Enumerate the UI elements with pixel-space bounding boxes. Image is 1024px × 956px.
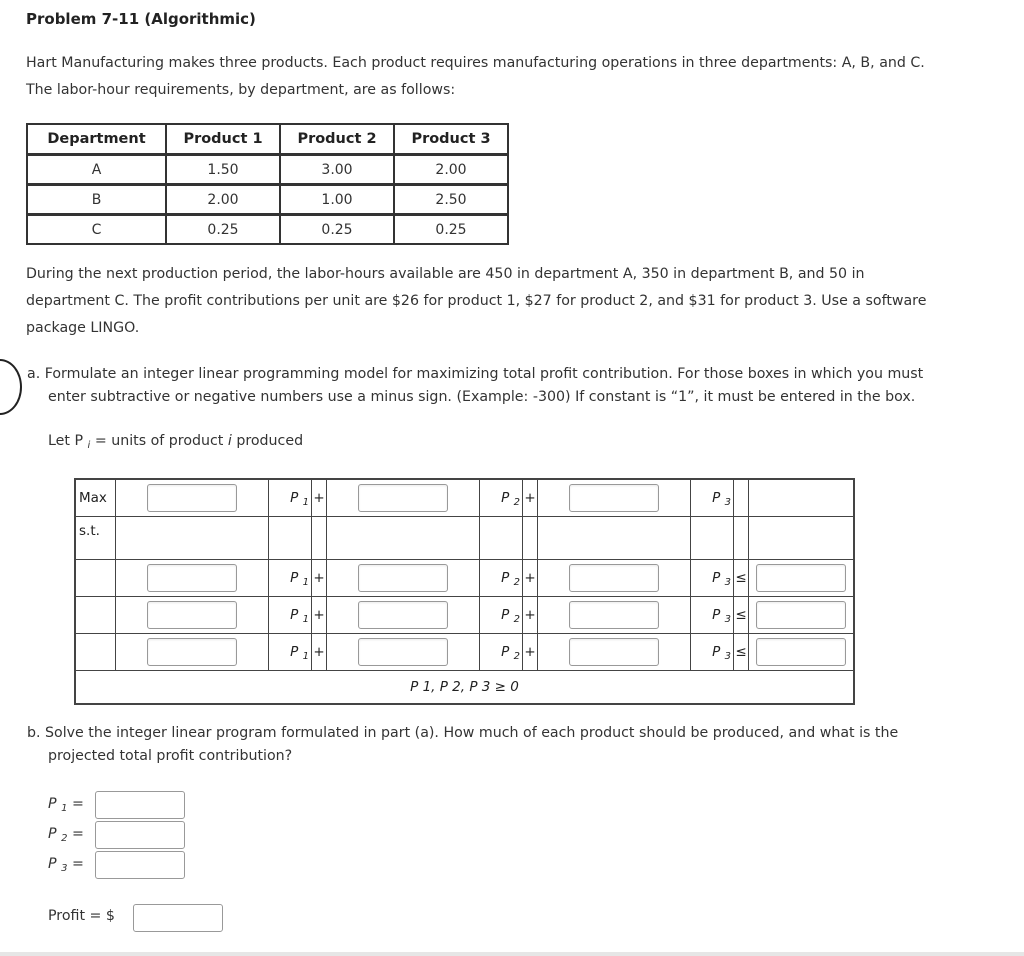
header-product-2: Product 2 [280, 124, 394, 155]
plus-sign: + [312, 479, 327, 517]
value-cell: 0.25 [280, 215, 394, 244]
ans-var: P [48, 826, 57, 842]
c1-coef-p2-input[interactable] [358, 564, 448, 592]
header-department: Department [27, 124, 166, 155]
empty-cell [691, 517, 734, 560]
var-letter: P [712, 644, 721, 660]
c1-rhs-input[interactable] [756, 564, 846, 592]
var-letter: P [501, 644, 510, 660]
obj-coef-p1-input[interactable] [147, 484, 237, 512]
var-letter: P [290, 607, 299, 623]
var-p2 [480, 479, 523, 517]
intro-line-1: Hart Manufacturing makes three products. Each product requires manufacturing operations in three departments: A, B, and C. [26, 55, 925, 71]
c1-coef-p3-input[interactable] [569, 564, 659, 592]
var-letter: P [712, 490, 721, 506]
var-p2 [480, 597, 523, 634]
plus-sign: + [523, 634, 538, 671]
let-text: Let P [48, 433, 88, 449]
var-p1 [269, 479, 312, 517]
obj-coef-p2-input[interactable] [358, 484, 448, 512]
constraint-row-2 [75, 597, 854, 634]
st-row [75, 517, 854, 560]
var-sub: 1 [302, 577, 309, 588]
answer-p1-input[interactable] [95, 791, 185, 819]
var-sub: 3 [724, 577, 731, 588]
plus-sign: + [312, 560, 327, 597]
leq-sign: ≤ [734, 597, 749, 634]
answer-p2-label [48, 826, 84, 842]
ans-eq: = [71, 826, 84, 842]
var-p3 [691, 597, 734, 634]
ans-eq: = [71, 856, 84, 872]
c2-rhs-input[interactable] [756, 601, 846, 629]
leq-sign: ≤ [734, 560, 749, 597]
empty-cell [523, 517, 538, 560]
var-sub: 1 [302, 497, 309, 508]
max-label: Max [75, 479, 116, 517]
ans-var: P [48, 856, 57, 872]
labor-requirements-table [26, 123, 509, 245]
empty-cell [480, 517, 523, 560]
var-letter: P [501, 607, 510, 623]
plus-sign: + [312, 597, 327, 634]
plus-sign: + [523, 479, 538, 517]
header-product-3: Product 3 [394, 124, 508, 155]
empty-cell [75, 634, 116, 671]
profit-label: Profit = $ [48, 908, 115, 924]
empty-cell [734, 479, 749, 517]
var-letter: P [501, 570, 510, 586]
details-line-1: During the next production period, the labor-hours available are 450 in department A, 350 in department B, and 50 in [26, 266, 865, 282]
var-sub: 3 [724, 614, 731, 625]
answer-p3-label [48, 856, 84, 872]
var-p3 [691, 634, 734, 671]
empty-cell [749, 517, 855, 560]
value-cell: 0.25 [166, 215, 280, 244]
var-letter: P [712, 570, 721, 586]
empty-cell [538, 517, 691, 560]
ans-eq: = [71, 796, 84, 812]
empty-cell [749, 479, 855, 517]
c3-coef-p3-input[interactable] [569, 638, 659, 666]
part-b-line-1: b. Solve the integer linear program formulated in part (a). How much of each product should be produced, and what is the [27, 725, 899, 741]
variable-definition [48, 433, 303, 449]
ilp-model-table [74, 478, 855, 705]
part-a-line-1: a. Formulate an integer linear programming model for maximizing total profit contribution. For those boxes in which you must [27, 366, 924, 382]
ans-sub: 1 [61, 803, 68, 814]
var-sub: 2 [513, 651, 520, 662]
nonnegativity-row [75, 671, 854, 705]
var-sub: 3 [724, 651, 731, 662]
problem-intro [26, 50, 1011, 104]
var-p1 [269, 560, 312, 597]
c3-rhs-input[interactable] [756, 638, 846, 666]
let-i: i [227, 433, 232, 449]
problem-details [26, 261, 1011, 342]
intro-line-2: The labor-hour requirements, by department, are as follows: [26, 82, 456, 98]
var-letter: P [290, 570, 299, 586]
leq-sign: ≤ [734, 634, 749, 671]
question-marker-icon [0, 359, 22, 415]
st-label: s.t. [75, 517, 116, 560]
dept-cell: A [27, 155, 166, 185]
empty-cell [75, 560, 116, 597]
table-row [27, 215, 508, 244]
var-sub: 2 [513, 577, 520, 588]
var-p1 [269, 597, 312, 634]
value-cell: 2.00 [394, 155, 508, 185]
c3-coef-p2-input[interactable] [358, 638, 448, 666]
part-b-question [27, 722, 997, 768]
nonnegativity-constraint: P 1, P 2, P 3 ≥ 0 [75, 671, 854, 705]
objective-row [75, 479, 854, 517]
constraint-row-3 [75, 634, 854, 671]
part-a-question [27, 363, 997, 409]
var-letter: P [290, 644, 299, 660]
var-sub: 2 [513, 497, 520, 508]
let-end: produced [231, 433, 304, 449]
c2-coef-p1-input[interactable] [147, 601, 237, 629]
empty-cell [269, 517, 312, 560]
value-cell: 2.50 [394, 185, 508, 215]
value-cell: 1.50 [166, 155, 280, 185]
ans-sub: 2 [61, 833, 68, 844]
constraint-row-1 [75, 560, 854, 597]
value-cell: 1.00 [280, 185, 394, 215]
plus-sign: + [312, 634, 327, 671]
answer-p2-input[interactable] [95, 821, 185, 849]
c2-coef-p2-input[interactable] [358, 601, 448, 629]
part-a-line-2: enter subtractive or negative numbers use a minus sign. (Example: -300) If constant is “1”, it must be entered in the box. [48, 389, 916, 405]
table-row [27, 155, 508, 185]
var-sub: 2 [513, 614, 520, 625]
let-text-2: = units of product [90, 433, 228, 449]
var-letter: P [290, 490, 299, 506]
empty-cell [116, 517, 269, 560]
answer-p1-label [48, 796, 84, 812]
value-cell: 2.00 [166, 185, 280, 215]
var-letter: P [501, 490, 510, 506]
dept-cell: B [27, 185, 166, 215]
c3-coef-p1-input[interactable] [147, 638, 237, 666]
ans-var: P [48, 796, 57, 812]
var-sub: 1 [302, 614, 309, 625]
empty-cell [734, 517, 749, 560]
c2-coef-p3-input[interactable] [569, 601, 659, 629]
ans-sub: 3 [61, 863, 68, 874]
bottom-divider [0, 952, 1024, 956]
var-sub: 1 [302, 651, 309, 662]
value-cell: 0.25 [394, 215, 508, 244]
obj-coef-p3-input[interactable] [569, 484, 659, 512]
var-letter: P [712, 607, 721, 623]
var-p2 [480, 634, 523, 671]
details-line-3: package LINGO. [26, 320, 140, 336]
let-subscript: i [87, 440, 91, 451]
dept-cell: C [27, 215, 166, 244]
empty-cell [75, 597, 116, 634]
table-row [27, 185, 508, 215]
var-p2 [480, 560, 523, 597]
answer-p3-input[interactable] [95, 851, 185, 879]
plus-sign: + [523, 597, 538, 634]
empty-cell [312, 517, 327, 560]
problem-title: Problem 7-11 (Algorithmic) [26, 10, 256, 28]
var-p1 [269, 634, 312, 671]
details-line-2: department C. The profit contributions per unit are $26 for product 1, $27 for product 2, and $31 for product 3. Use a software [26, 293, 927, 309]
profit-input[interactable] [133, 904, 223, 932]
c1-coef-p1-input[interactable] [147, 564, 237, 592]
empty-cell [327, 517, 480, 560]
plus-sign: + [523, 560, 538, 597]
var-sub: 3 [724, 497, 731, 508]
var-p3 [691, 560, 734, 597]
value-cell: 3.00 [280, 155, 394, 185]
part-b-line-2: projected total profit contribution? [48, 748, 293, 764]
var-p3 [691, 479, 734, 517]
header-product-1: Product 1 [166, 124, 280, 155]
